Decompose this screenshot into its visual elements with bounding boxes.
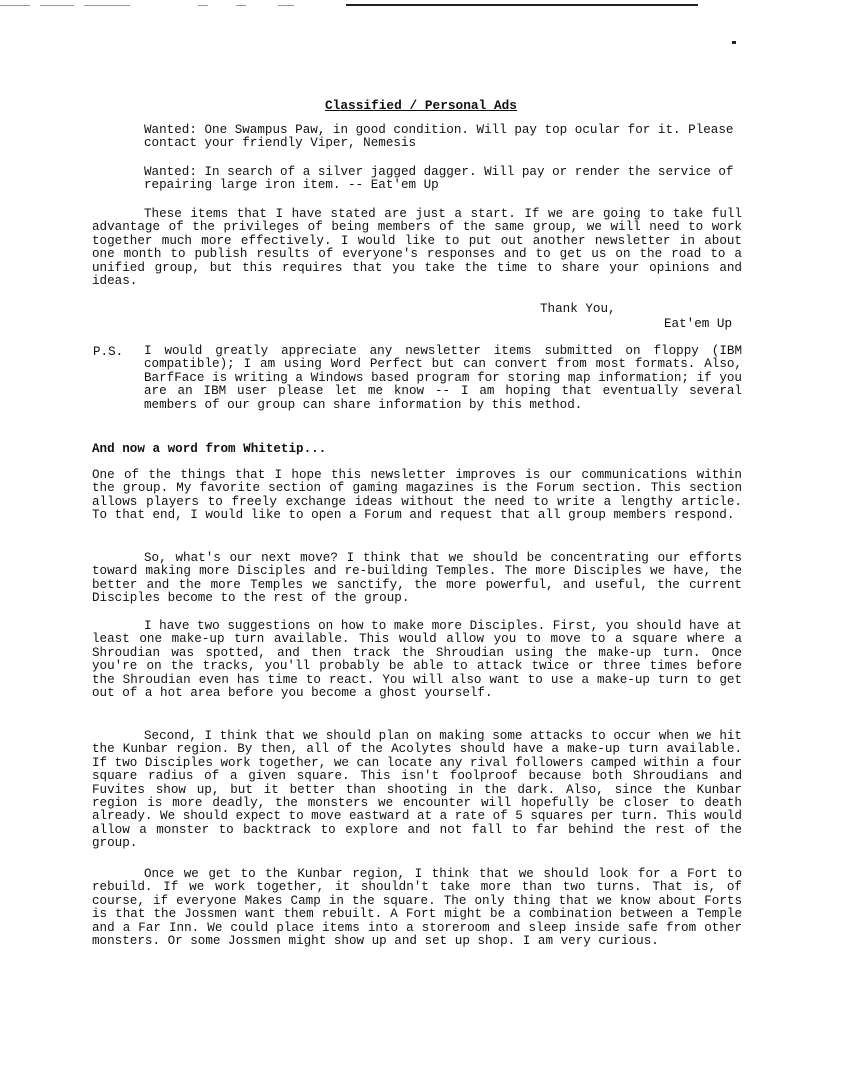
scan-rule (346, 4, 698, 6)
classified-ad: Wanted: One Swampus Paw, in good condition. Will pay top ocular for it. Please contact your friendly Viper, Nemesis (144, 123, 734, 151)
page-title: Classified / Personal Ads (325, 98, 517, 113)
scan-top-edge (0, 0, 842, 12)
body-paragraph: Second, I think that we should plan on making some attacks to occur when we hit the Kunbar region. By then, all of the Acolytes should have a make-up turn available. If two Disciples work together, we can locate any rival followers camped within a four square radius of a given square. This isn't foolproof because both Shroudians and Fuvites show up, but it better than shooting in the dark. Also, since the Kunbar region is more deadly, the monsters we encounter will hopefully be closer to death already. We should expect to move eastward at a rate of 5 squares per turn. This would allow a monster to backtrack to explore and not fall to far behind the rest of the group. (92, 729, 742, 851)
body-paragraph: So, what's our next move? I think that we should be concentrating our efforts toward making more Disciples and re-building Temples. The more Disciples we have, the better and the more Temples we sanctify, the more powerful, and useful, the current Disciples become to the rest of the group. (92, 551, 742, 606)
scan-speck (732, 41, 736, 44)
scan-mark (84, 5, 130, 6)
signoff-signature: Eat'em Up (664, 317, 733, 331)
body-paragraph: Once we get to the Kunbar region, I think that we should look for a Fort to rebuild. If we work together, it shouldn't take more than two turns. That is, of course, if everyone Makes Camp in the square. The only thing that we know about Forts is that the Jossmen want them rebuilt. A Fort might be a combination between a Temple and a Far Inn. We could place items into a storeroom and sleep inside safe from other monsters. Or some Jossmen might show up and set up shop. I am very curious. (92, 867, 742, 949)
section-heading: And now a word from Whitetip... (92, 442, 327, 456)
scan-mark (236, 5, 246, 6)
body-paragraph: I have two suggestions on how to make more Disciples. First, you should have at least one make-up turn available. This would allow you to move to a square where a Shroudian was spotted, and then track the Shroudian using the make-up turn. Once you're on the tracks, you'll probably be able to attack twice or three times before the Shroudian even has time to react. You will also want to use a make-up turn to get out of a hot area before you become a ghost yourself. (92, 619, 742, 701)
signoff-closing: Thank You, (540, 302, 616, 316)
body-paragraph: One of the things that I hope this newsletter improves is our communications within the group. My favorite section of gaming magazines is the Forum section. This section allows players to freely exchange ideas without the need to write a lengthy article. To that end, I would like to open a Forum and request that all group members respond. (92, 468, 742, 523)
scan-mark (40, 5, 74, 6)
postscript-text: I would greatly appreciate any newsletter items submitted on floppy (IBM compatible); I am using Word Perfect but can convert from most formats. Also, BarfFace is writing a Windows based program for storing map information; if you are an IBM user please let me know -- I am hoping that eventually several members of our group can share information by this method. (144, 344, 742, 412)
classified-ad: Wanted: In search of a silver jagged dagger. Will pay or render the service of repairing large iron item. -- Eat'em Up (144, 165, 734, 193)
scan-mark (0, 5, 30, 6)
postscript-label: P.S. (93, 345, 124, 359)
scan-mark (278, 5, 294, 6)
scan-mark (198, 5, 208, 6)
intro-paragraph: These items that I have stated are just a start. If we are going to take full advantage of the privileges of being members of the same group, we will need to work together much more effectively. I would like to put out another newsletter in about one month to publish results of everyone's responses and to get us on the road to a unified group, but this requires that you take the time to share your opinions and ideas. (92, 207, 742, 289)
